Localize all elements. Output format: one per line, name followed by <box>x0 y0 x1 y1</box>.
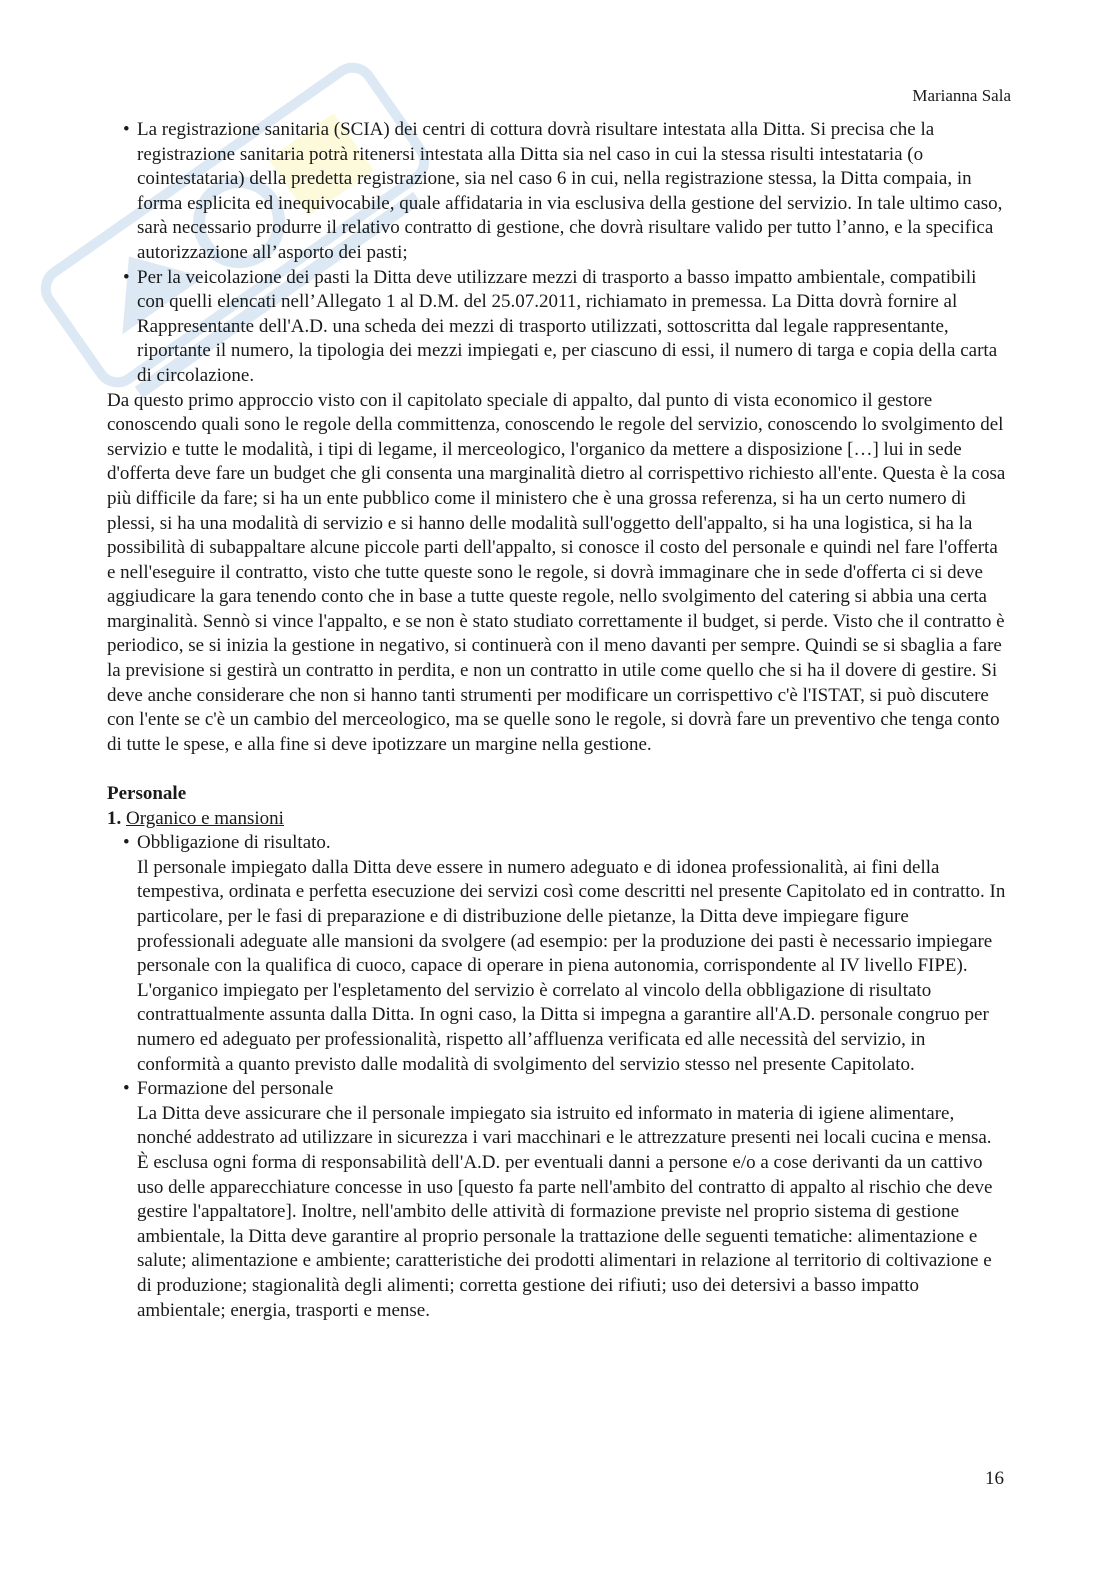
bullet-icon: • <box>123 1078 130 1100</box>
list-item-text: Il personale impiegato dalla Ditta deve essere in numero adeguato e di idonea professionalità, ai fini della tempestiva, ordinata e perfetta esecuzione dei servizi così come descritti nel presente Capitolato ed in contratto. In particolare, per le fasi di preparazione e di distribuzione delle pietanze, la Ditta deve impiegare figure professionali adeguate alle mansioni da svolgere (ad esempio: per la produzione dei pasti è necessario impiegare personale con la qualifica di cuoco, capace di operare in piena autonomia, corrispondente al IV livello FIPE). L'organico impiegato per l'espletamento del servizio è correlato al vincolo della obbligazione di risultato contrattualmente assunta dalla Ditta. In ogni caso, la Ditta si impegna a garantire all'A.D. personale congruo per numero ed adeguato per professionalità, rispetto all’affluenza verificata ed alle necessità del servizio, in conformità a quanto previsto dalle modalità di svolgimento del servizio stesso nel presente Capitolato. <box>137 856 1006 1075</box>
subsection-title: Organico e mansioni <box>126 807 284 829</box>
list-item-text: La registrazione sanitaria (SCIA) dei centri di cottura dovrà risultare intestata alla Ditta. Si precisa che la registrazione sanitaria potrà ritenersi intestata alla Ditta sia nel caso in cui la stessa risulti intestataria (o cointestataria) della predetta registrazione, sia nel caso 6 in cui, nella registrazione stessa, la Ditta compaia, in forma esplicita ed inequivocabile, quale affidataria in via esclusiva della gestione del servizio. In tale ultimo caso, sarà necessario produrre il relativo contratto di gestione, che dovrà risultare valido per tutto l’anno, e la specifica autorizzazione all’asporto dei pasti; <box>137 119 1003 263</box>
list-item <box>123 118 1007 266</box>
bullet-icon: • <box>123 832 130 854</box>
header-author: Marianna Sala <box>912 86 1011 105</box>
page-number: 16 <box>985 1468 1004 1489</box>
list-item-text: La Ditta deve assicurare che il personale impiegato sia istruito ed informato in materia di igiene alimentare, nonché addestrato ad utilizzare in sicurezza i vari macchinari e le attrezzature presenti nei locali cucina e mensa. È esclusa ogni forma di responsabilità dell'A.D. per eventuali danni a persone e/o a cose derivanti da un cattivo uso delle apparecchiature concesse in uso [questo fa parte nell'ambito del contratto di appalto al rischio che deve gestire l'appaltatore]. Inoltre, nell'ambito delle attività di formazione previste nel proprio sistema di gestione ambientale, la Ditta deve garantire al proprio personale la trattazione delle seguenti tematiche: alimentazione e salute; alimentazione e ambiente; caratteristiche dei prodotti alimentari in relazione al territorio di coltivazione e di produzione; stagionalità degli alimenti; corretta gestione dei rifiuti; uso dei detersivi a basso impatto ambientale; energia, trasporti e mense. <box>137 1102 993 1321</box>
list-item <box>123 831 1007 1077</box>
intro-bullet-list <box>107 118 1007 389</box>
subsection-heading <box>107 807 1007 832</box>
bullet-icon: • <box>123 266 130 288</box>
subsection-number: 1. <box>107 807 122 829</box>
list-item-heading: Obbligazione di risultato. <box>137 832 331 854</box>
body-paragraph: Da questo primo approccio visto con il capitolato speciale di appalto, dal punto di vista economico il gestore conoscendo quali sono le regole della committenza, conoscendo le regole del servizio, conoscendo lo svolgimento del servizio e tutte le modalità, i tipi di legame, il merceologico, l'organico da mettere a disposizione […] lui in sede d'offerta deve fare un budget che gli consenta una marginalità dietro al corrispettivo richiesto all'ente. Questa è la cosa più difficile da fare; si ha un ente pubblico come il ministero che è una grossa referenza, si ha un certo numero di plessi, si ha una modalità di servizio e si hanno delle modalità sull'oggetto dell'appalto, si ha una logistica, si ha la possibilità di subappaltare alcune piccole parti dell'appalto, si conosce il costo del personale e quindi nel fare l'offerta e nell'eseguire il contratto, visto che tutte queste sono le regole, si dovrà immaginare che in sede d'offerta ci si deve aggiudicare la gara tenendo conto che in base a tutte queste regole, nello svolgimento del catering si abbia una certa marginalità. Sennò si vince l'appalto, e se non è stato studiato correttamente il budget, si perde. Visto che il contratto è periodico, se si inizia la gestione in negativo, si continuerà con il meno davanti per sempre. Quindi se si sbaglia a fare la previsione si gestirà un contratto in perdita, e non un contratto in utile come quello che si ha il dovere di gestire. Si deve anche considerare che non si hanno tanti strumenti per modificare un corrispettivo c'è l'ISTAT, si può discutere con l'ente se c'è un cambio del merceologico, ma se quelle sono le regole, si dovrà fare un preventivo che tenga conto di tutte le spese, e alla fine si deve ipotizzare un margine nella gestione. <box>107 389 1006 755</box>
list-item <box>123 266 1007 389</box>
list-item-text: Per la veicolazione dei pasti la Ditta deve utilizzare mezzi di trasporto a basso impatto ambientale, compatibili con quelli elencati nell’Allegato 1 al D.M. del 25.07.2011, richiamato in premessa. La Ditta dovrà fornire al Rappresentante dell'A.D. una scheda dei mezzi di trasporto utilizzati, sottoscritta dal legale rappresentante, riportante il numero, la tipologia dei mezzi impiegati e, per ciascuno di essi, il numero di targa e copia della carta di circolazione. <box>137 266 998 386</box>
list-item <box>123 1077 1007 1323</box>
page-content <box>107 118 1007 1323</box>
list-item-heading: Formazione del personale <box>137 1078 334 1100</box>
section-heading: Personale <box>107 783 187 805</box>
bullet-icon: • <box>123 119 130 140</box>
section-bullet-list <box>107 831 1007 1323</box>
